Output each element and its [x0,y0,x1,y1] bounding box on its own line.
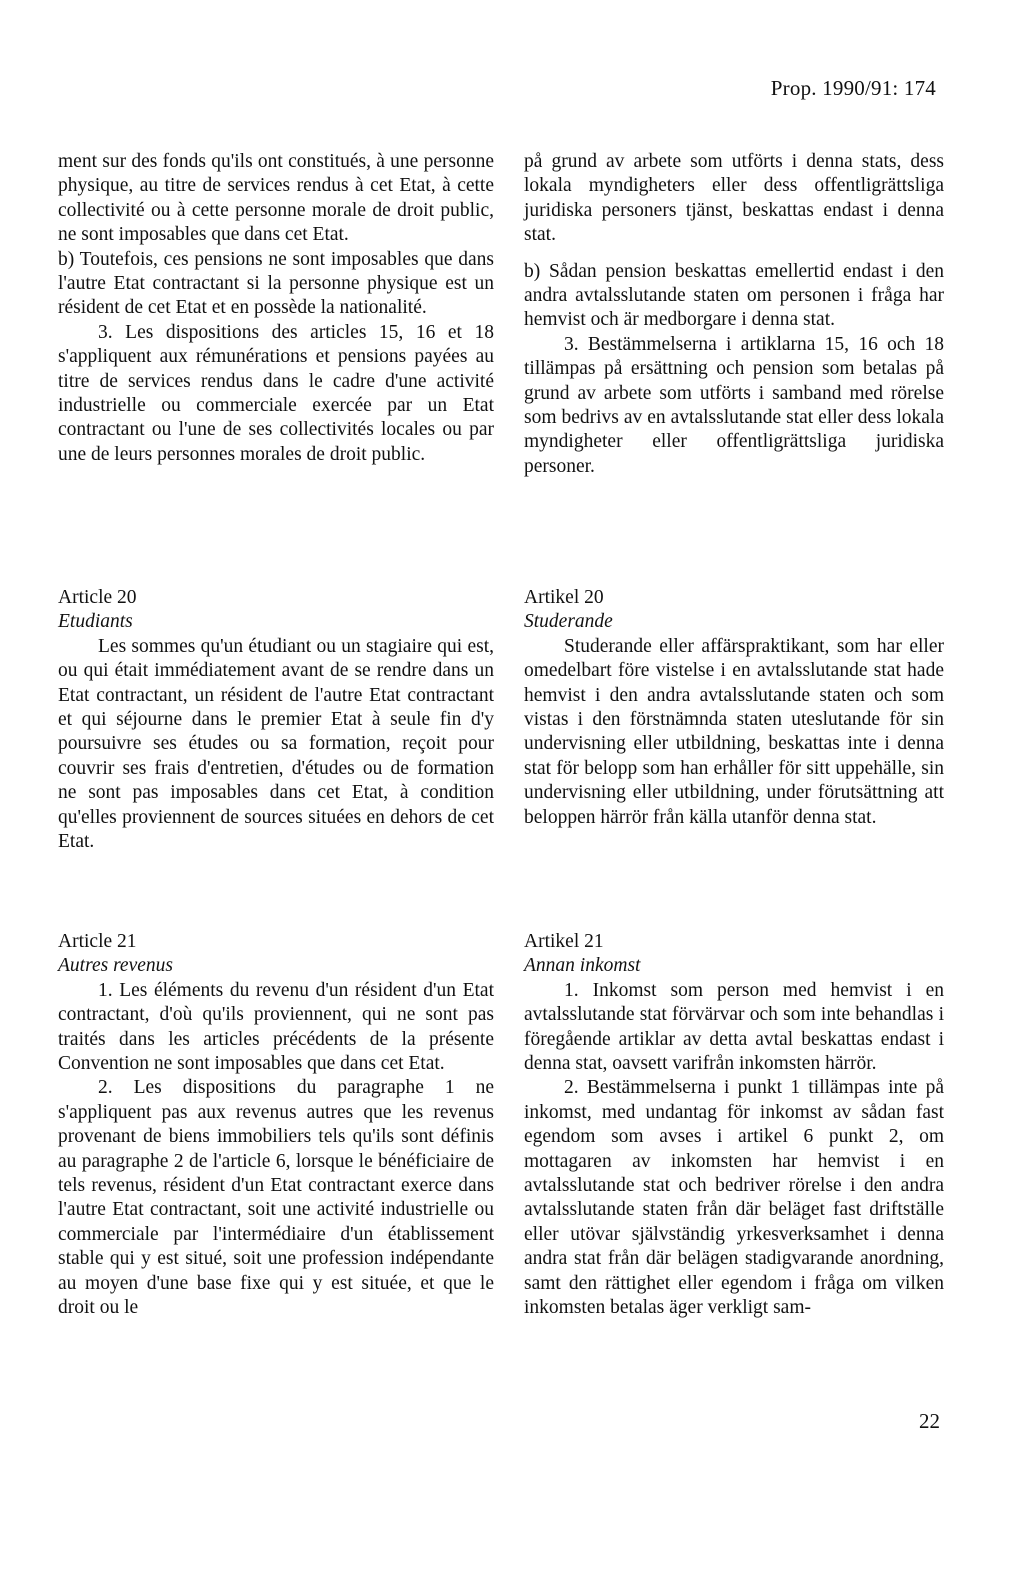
article-heading: Artikel 21 [524,931,604,952]
french-top-section [58,150,494,467]
swedish-paragraph: 2. Bestämmelserna i punkt 1 tillämpas inte på inkomst, med undantag för inkomst av sådan fast egendom som avses i artikel 6 punkt 2, om mottagaren av inkomsten har hemvist i en avtalsslutande stat och bedriver rörelse i den andra avtalsslutande staten från där beläget fast driftställe eller utövar självständig yrkesverksamhet i denna andra stat från där belägen stadigvarande anordning, samt den rättighet eller egendom i fråga om vilken inkomsten betalas äger verkligt sam- [524,1077,944,1319]
swedish-paragraph: 1. Inkomst som person med hemvist i en avtalsslutande stat förvärvar och som inte behandlas i föregående artiklar av detta avtal beskattas endast i denna stat, oavsett varifrån inkomsten härrör. [524,979,944,1075]
page-number: 22 [919,1409,940,1433]
article-heading: Artikel 20 [524,587,604,608]
french-article-20 [58,586,494,854]
page-reference: Prop. 1990/91: 174 [770,76,936,100]
swedish-paragraph: 3. Bestämmelserna i artiklarna 15, 16 och 18 tillämpas på ersättning och pension som betalas på grund av arbete som utförts i samband med rörelse som bedrivs av en avtalsslutande stat eller dess lokala myndigheter eller offentligrättsliga juridiska personer. [524,333,944,477]
article-title: Annan inkomst [524,955,641,977]
swedish-paragraph: b) Sådan pension beskattas emellertid endast i den andra avtalsslutande staten om personen i fråga har hemvist och är medborgare i denna stat. [524,260,944,331]
french-article-21 [58,930,494,1321]
swedish-top-section [524,150,944,479]
swedish-paragraph: på grund av arbete som utförts i denna stats, dess lokala myndigheters eller dess offentligrättsliga juridiska personers tjänst, beskattas endast i denna stat. [524,151,944,246]
french-paragraph: 1. Les éléments du revenu d'un résident d'un Etat contractant, d'où qu'ils proviennent, qui ne sont pas traités dans les articles précédents de la présente Convention ne sont imposables que dans cet Etat. [58,979,494,1075]
french-paragraph: Les sommes qu'un étudiant ou un stagiaire qui est, ou qui était immédiatement avant de se rendre dans un Etat contractant, un résident de l'autre Etat contractant et qui séjourne dans le premier Etat à seule fin d'y poursuivre ses études ou sa formation, reçoit pour couvrir ses frais d'entretien, d'études ou de formation ne sont pas imposables dans cet Etat, à condition qu'elles proviennent de sources situées en dehors de cet Etat. [58,635,494,853]
french-paragraph: b) Toutefois, ces pensions ne sont imposables que dans l'autre Etat contractant si la personne physique est un résident de cet Etat et en possède la nationalité. [58,248,494,319]
french-paragraph: 3. Les dispositions des articles 15, 16 et 18 s'appliquent aux rémunérations et pensions payées au titre de services rendus dans le cadre d'une activité industrielle ou commerciale exercée par un Etat contractant ou l'une de ses collectivités locales ou par une de leurs personnes morales de droit public. [58,321,494,465]
french-paragraph: 2. Les dispositions du paragraphe 1 ne s'appliquent pas aux revenus autres que les revenus provenant de biens immobiliers tels qu'ils sont définis au paragraphe 2 de l'article 6, lorsque le bénéficiaire de tels revenus, résident d'un Etat contractant exerce dans l'autre Etat contractant, soit une activité industrielle ou commerciale par l'intermédiaire d'un établissement stable qui y est situé, soit une profession indépendante au moyen d'une base fixe qui y est située, et que le droit ou le [58,1077,494,1319]
article-heading: Article 21 [58,931,137,952]
article-title: Studerande [524,611,613,633]
article-title: Etudiants [58,611,133,633]
swedish-article-20 [524,586,944,830]
swedish-article-21 [524,930,944,1321]
swedish-paragraph: Studerande eller affärspraktikant, som har eller omedelbart före vistelse i en avtalsslutande stat hade hemvist i den andra avtalsslutande staten och som vistas i den förstnämnda staten uteslutande för sin undervisning eller utbildning, beskattas inte i denna stat för belopp som han erhåller för sitt uppehälle, sin undervisning eller utbildning, under förutsättning att beloppen härrör från källa utanför denna stat. [524,635,944,828]
french-paragraph: ment sur des fonds qu'ils ont constitués, à une personne physique, au titre de services rendus à cet Etat, à cette collectivité ou à cette personne morale de droit public, ne sont imposables que dans cet Etat. [58,151,494,246]
article-heading: Article 20 [58,587,137,608]
article-title: Autres revenus [58,955,173,977]
